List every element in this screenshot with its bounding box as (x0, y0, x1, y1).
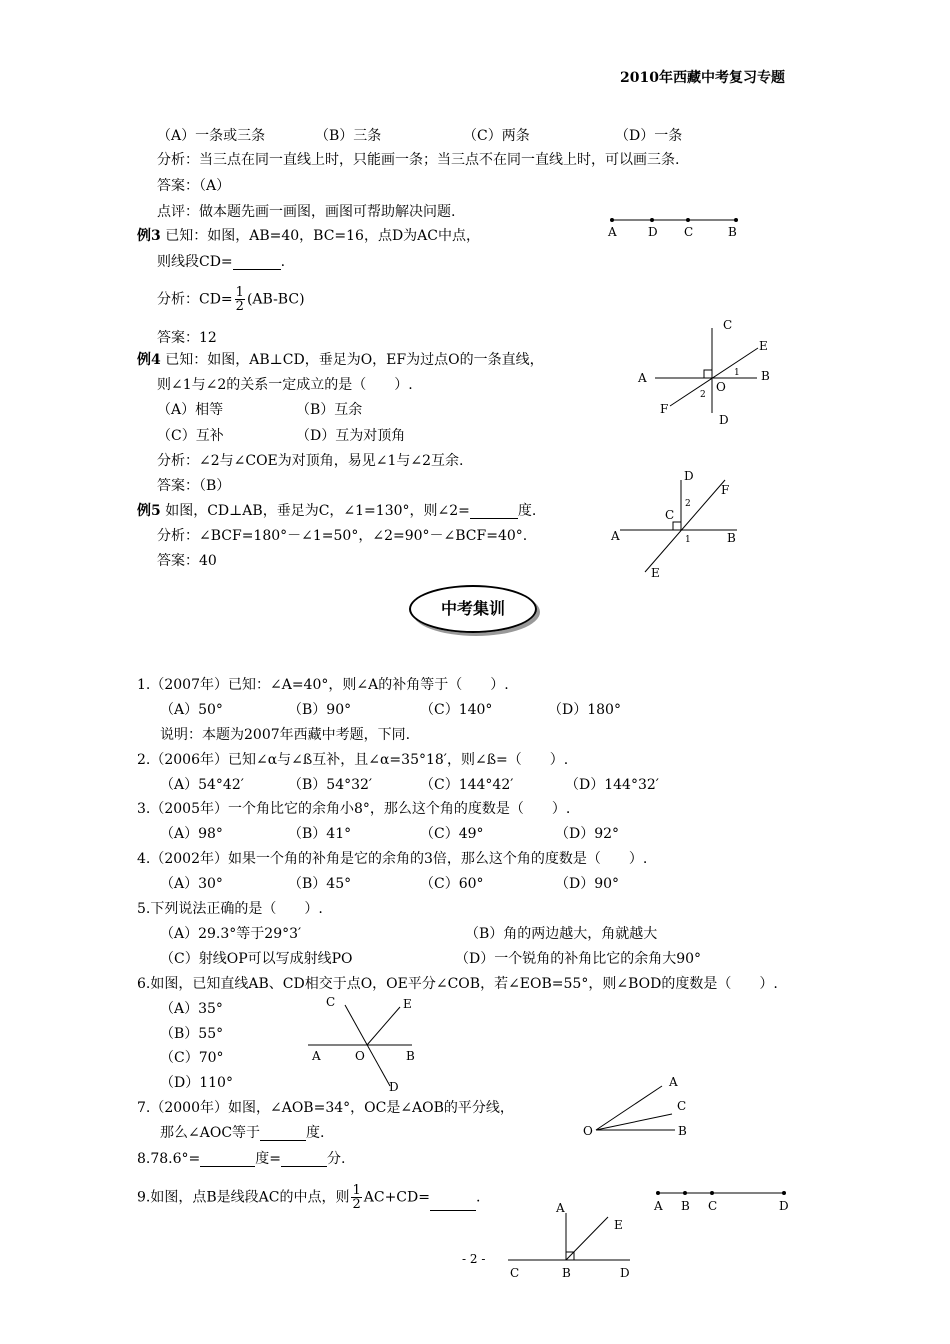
q8-degrees-unit: 度= (255, 1151, 281, 1167)
q6-option-b: （B）55° (160, 1026, 224, 1042)
question-6: 6.如图，已知直线AB、CD相交于点O，OE平分∠COB，若∠EOB=55°，则∠BOD的度数是（ ）. (137, 976, 778, 992)
option-a: （A）一条或三条 (157, 128, 266, 144)
example-4-option-d: （D）互为对顶角 (296, 428, 406, 444)
answer-blank (260, 1126, 306, 1141)
fraction-denominator: 2 (352, 1197, 361, 1212)
q4-option-d: （D）90° (555, 876, 620, 892)
fig5-label-c: C (665, 508, 675, 522)
comment-text: 点评：做本题先画一画图，画图可帮助解决问题. (157, 204, 456, 220)
fig7-label-c: C (677, 1099, 687, 1113)
point-label-d: D (648, 225, 658, 239)
fig7-label-a: A (669, 1075, 678, 1089)
q4-option-c: （C）60° (420, 876, 484, 892)
point-label-a: A (608, 225, 617, 239)
example-4-figure (630, 318, 780, 433)
example-4-option-c: （C）互补 (157, 428, 224, 444)
q9-period: . (475, 1189, 481, 1206)
example-5-analysis: 分析：∠BCF=180°－∠1=50°，∠2=90°－∠BCF=40°. (157, 528, 528, 544)
fig7-label-o: O (583, 1124, 593, 1138)
q2-option-c: （C）144°42′ (420, 777, 514, 793)
fig6-label-o: O (355, 1049, 365, 1063)
example-5-label: 例5 (137, 503, 161, 519)
q9-expression: AC+CD= (363, 1189, 430, 1206)
question-2: 2.（2006年）已知∠α与∠ß互补，且∠α=35°18′，则∠ß=（ ）. (137, 752, 569, 768)
analysis-suffix: (AB-BC) (246, 291, 305, 308)
q6-option-d: （D）110° (160, 1075, 233, 1091)
example-5-line1 (137, 503, 536, 519)
q2-option-d: （D）144°32′ (565, 777, 659, 793)
example-3-line1 (137, 228, 480, 244)
question-8 (137, 1151, 345, 1167)
example-3-question: 已知：如图，AB=40，BC=16，点D为AC中点， (165, 228, 480, 244)
q6-figure (300, 990, 430, 1095)
bottom-figure (500, 1195, 640, 1285)
fraction-half (351, 1184, 361, 1211)
fig9-label-c: C (708, 1199, 718, 1213)
fig4-label-f: F (660, 402, 669, 416)
q6-option-a: （A）35° (160, 1001, 223, 1017)
fig6-label-b: B (406, 1049, 415, 1063)
q1-option-c: （C）140° (420, 702, 493, 718)
example-3-line2 (157, 254, 285, 270)
question-1: 1.（2007年）已知：∠A=40°，则∠A的补角等于（ ）. (137, 677, 509, 693)
fig6-label-a: A (312, 1049, 321, 1063)
option-b: （B）三条 (315, 128, 382, 144)
fig9-label-b: B (681, 1199, 690, 1213)
fig4-label-o: O (716, 380, 726, 394)
example-3-label: 例3 (137, 228, 161, 244)
q9-prompt: 9.如图，点B是线段AC的中点，则 (137, 1189, 350, 1206)
q1-note: 说明：本题为2007年西藏中考题，下同. (160, 727, 411, 743)
question-9 (137, 1184, 480, 1211)
q9-segment-figure (645, 1185, 795, 1215)
fig7-label-b: B (678, 1124, 687, 1138)
q6-option-c: （C）70° (160, 1050, 224, 1066)
question-4: 4.（2002年）如果一个角的补角是它的余角的3倍，那么这个角的度数是（ ）. (137, 851, 648, 867)
fraction-half (235, 286, 245, 313)
q5-option-c: （C）射线OP可以写成射线PO (160, 951, 353, 967)
q4-option-a: （A）30° (160, 876, 223, 892)
answer-blank (430, 1196, 476, 1211)
q5-option-b: （B）角的两边越大，角就越大 (465, 926, 658, 942)
q1-option-a: （A）50° (160, 702, 223, 718)
q3-option-d: （D）92° (555, 826, 620, 842)
fig10-label-a: A (556, 1201, 565, 1215)
fraction-denominator: 2 (235, 299, 244, 314)
answer-blank-degrees (200, 1152, 255, 1167)
analysis-prefix: 分析：CD= (157, 291, 233, 308)
fig9-label-d: D (779, 1199, 789, 1213)
fig10-label-e: E (614, 1218, 623, 1232)
fig5-label-b: B (727, 531, 736, 545)
fig4-label-b: B (761, 369, 770, 383)
q7-figure (580, 1070, 710, 1140)
fig5-angle-2: 2 (685, 499, 691, 509)
example-3-period: . (280, 254, 286, 270)
example-4-line2: 则∠1与∠2的关系一定成立的是（ ）. (157, 377, 413, 393)
example-4-line1 (137, 352, 544, 368)
example-5-question: 如图，CD⊥AB，垂足为C，∠1=130°，则∠2= (165, 503, 470, 519)
q1-option-d: （D）180° (548, 702, 621, 718)
example-4-label: 例4 (137, 352, 161, 368)
example-3-prompt: 则线段CD= (157, 254, 233, 270)
fig10-label-c: C (510, 1266, 520, 1280)
answer-blank (233, 255, 281, 270)
q3-option-c: （C）49° (420, 826, 484, 842)
fig10-label-d: D (620, 1266, 630, 1280)
example-5-answer: 答案：40 (157, 553, 217, 569)
fig4-label-d: D (719, 413, 729, 427)
fraction-numerator: 1 (352, 1183, 361, 1198)
q5-option-a: （A）29.3°等于29°3′ (160, 926, 302, 942)
page-number: - 2 - (462, 1252, 486, 1266)
q2-option-b: （B）54°32′ (288, 777, 373, 793)
point-label-b: B (728, 225, 737, 239)
question-7-line1: 7.（2000年）如图，∠AOB=34°，OC是∠AOB的平分线， (137, 1100, 514, 1116)
fig4-angle-1: 1 (734, 368, 740, 378)
page-header: 2010年西藏中考复习专题 (620, 70, 785, 86)
fig4-label-a: A (638, 371, 647, 385)
q2-option-a: （A）54°42′ (160, 777, 244, 793)
example-4-analysis: 分析：∠2与∠COE为对顶角，易见∠1与∠2互余. (157, 453, 464, 469)
answer-blank (470, 504, 518, 519)
q3-option-b: （B）41° (288, 826, 352, 842)
fig4-label-c: C (723, 318, 733, 332)
example-3-analysis (157, 286, 305, 313)
example-3-segment-figure (600, 210, 750, 240)
fig5-label-f: F (721, 483, 730, 497)
option-c: （C）两条 (463, 128, 530, 144)
q8-prompt: 8.78.6°= (137, 1151, 201, 1167)
fig5-label-d: D (684, 469, 694, 483)
q1-option-b: （B）90° (288, 702, 352, 718)
fig5-label-e: E (651, 566, 660, 580)
example-5-figure (605, 462, 755, 582)
q5-option-d: （D）一个锐角的补角比它的余角大90° (455, 951, 702, 967)
q7-prompt: 那么∠AOC等于 (160, 1125, 261, 1141)
question-3: 3.（2005年）一个角比它的余角小8°，那么这个角的度数是（ ）. (137, 801, 571, 817)
option-d: （D）一条 (615, 128, 683, 144)
fraction-numerator: 1 (235, 285, 244, 300)
q8-minutes-unit: 分. (327, 1151, 346, 1167)
fig6-label-c: C (326, 995, 336, 1009)
question-5: 5.下列说法正确的是（ ）. (137, 901, 323, 917)
example-4-option-b: （B）互余 (296, 402, 363, 418)
answer-blank-minutes (281, 1152, 327, 1167)
q7-unit: 度. (306, 1125, 325, 1141)
fig9-label-a: A (654, 1199, 663, 1213)
fig10-label-b: B (562, 1266, 571, 1280)
fig5-label-a: A (611, 529, 620, 543)
q4-option-b: （B）45° (288, 876, 352, 892)
fig4-angle-2: 2 (700, 390, 706, 400)
section-title: 中考集训 (440, 599, 505, 618)
analysis-text: 分析：当三点在同一直线上时，只能画一条；当三点不在同一直线上时，可以画三条. (157, 152, 680, 168)
q3-option-a: （A）98° (160, 826, 223, 842)
fig5-angle-1: 1 (685, 535, 691, 545)
example-4-option-a: （A）相等 (157, 402, 224, 418)
point-label-c: C (684, 225, 694, 239)
question-7-line2 (160, 1125, 324, 1141)
fig4-label-e: E (759, 339, 768, 353)
example-3-answer: 答案：12 (157, 330, 217, 346)
answer-text: 答案：（A） (157, 178, 231, 194)
fig6-label-e: E (403, 997, 412, 1011)
example-5-unit: 度. (517, 503, 537, 519)
fig6-label-d: D (389, 1080, 399, 1094)
example-4-answer: 答案：（B） (157, 478, 231, 494)
example-4-question: 已知：如图，AB⊥CD，垂足为O，EF为过点O的一条直线， (165, 352, 544, 368)
